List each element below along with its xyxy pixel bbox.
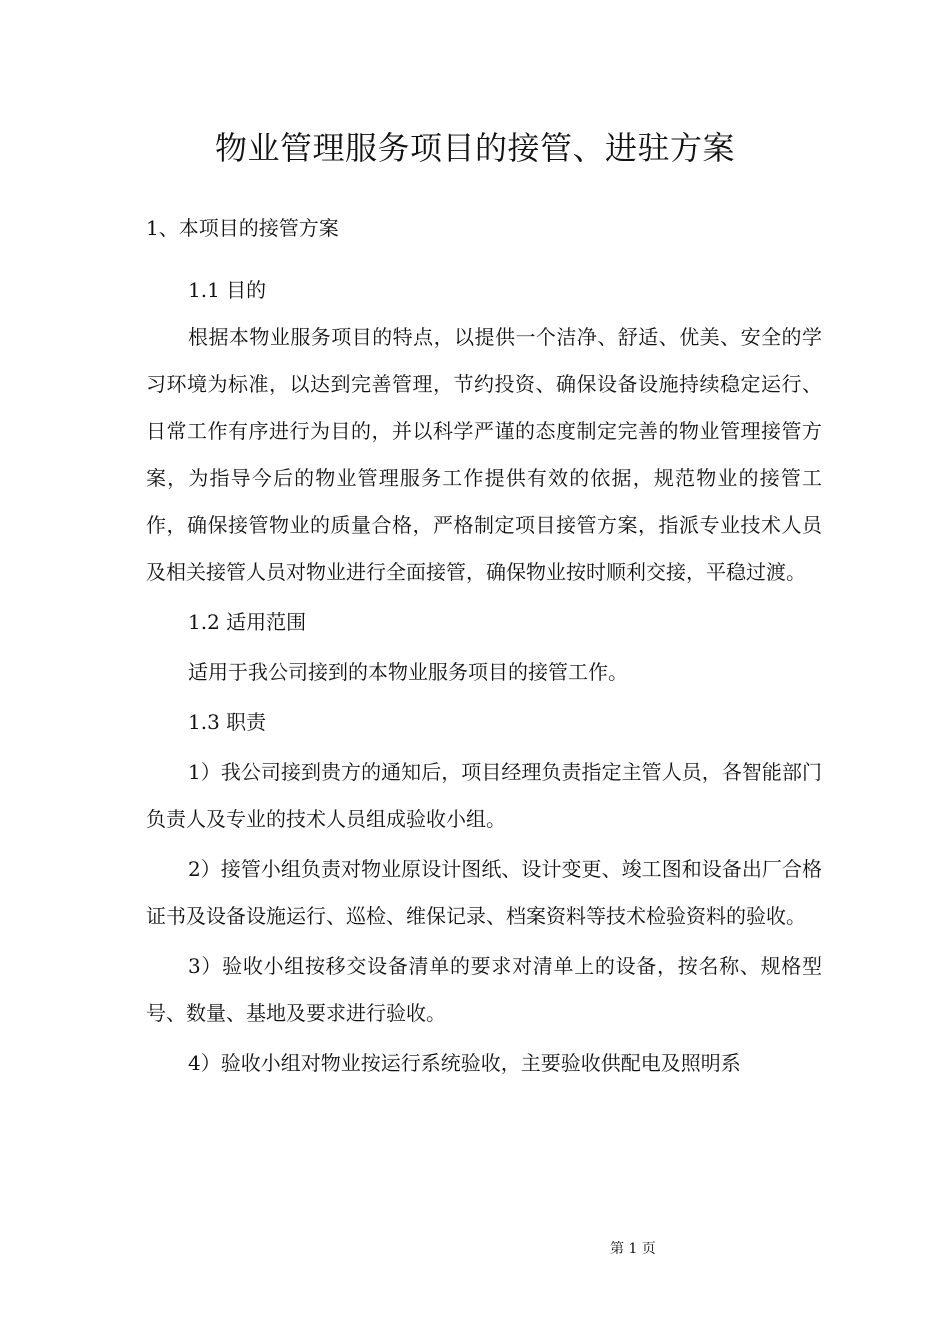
document-body [146,205,822,1087]
subsection-heading-1-1: 1.1 目的 [188,278,267,302]
document-title: 物业管理服务项目的接管、进驻方案 [214,129,735,167]
subsection-heading-1-2: 1.2 适用范围 [188,610,307,634]
paragraph-purpose: 根据本物业服务项目的特点，以提供一个洁净、舒适、优美、安全的学习环境为标准，以达到完善管理，节约投资、确保设备设施持续稳定运行、日常工作有序进行为目的，并以科学严谨的态度制定完善的物业管理接管方案，为指导今后的物业管理服务工作提供有效的依据，规范物业的接管工作，确保接管物业的质量合格，严格制定项目接管方案，指派专业技术人员及相关接管人员对物业进行全面接管，确保物业按时顺利交接，平稳过渡。 [146,325,822,584]
page-number: 第 1 页 [610,1241,656,1257]
paragraph-scope: 适用于我公司接到的本物业服务项目的接管工作。 [188,660,628,684]
section-heading-1: 1、本项目的接管方案 [146,216,339,240]
responsibility-item-2: 2）接管小组负责对物业原设计图纸、设计变更、竣工图和设备出厂合格证书及设备设施运行、巡检、维保记录、档案资料等技术检验资料的验收。 [146,857,822,928]
responsibility-item-1: 1）我公司接到贵方的通知后，项目经理负责指定主管人员，各智能部门负责人及专业的技术人员组成验收小组。 [146,760,822,831]
subsection-heading-1-3: 1.3 职责 [188,710,267,734]
responsibility-item-4: 4）验收小组对物业按运行系统验收，主要验收供配电及照明系 [188,1051,741,1075]
responsibility-item-3: 3）验收小组按移交设备清单的要求对清单上的设备，按名称、规格型号、数量、基地及要求进行验收。 [146,954,822,1025]
